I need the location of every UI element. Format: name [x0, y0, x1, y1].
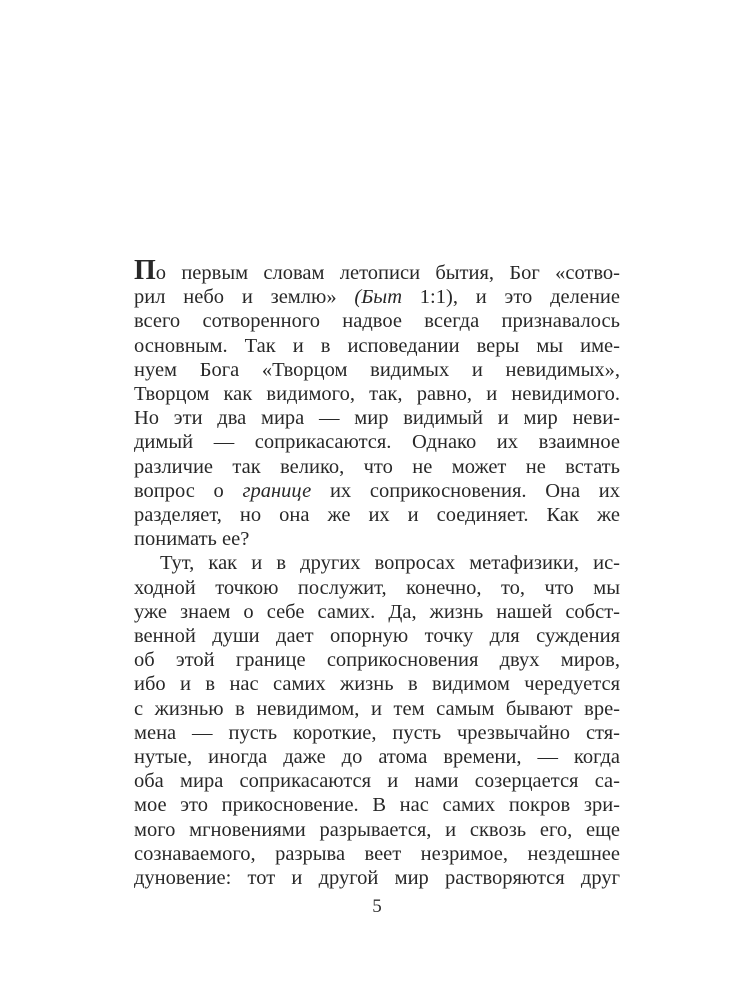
text-segment: димый — соприкасаются. Однако их взаимное [134, 431, 620, 454]
text-segment: ибо и в нас самих жизнь в видимом чередуется [134, 673, 620, 696]
text-block [134, 255, 620, 890]
text-line [134, 334, 620, 358]
text-line [134, 672, 620, 696]
text-segment: мое это прикосновение. В нас самих покров зри- [134, 794, 620, 817]
text-line [134, 527, 620, 551]
text-segment: об этой границе соприкосновения двух миров, [134, 649, 620, 672]
text-line [134, 866, 620, 890]
drop-cap-initial: П [134, 255, 156, 286]
page-number: 5 [372, 896, 382, 917]
text-line [134, 818, 620, 842]
text-segment: вопрос о [134, 479, 243, 502]
text-line [134, 551, 620, 575]
text-segment: нуем Бога «Творцом видимых и невидимых», [134, 358, 620, 381]
text-line [134, 648, 620, 672]
text-segment: Творцом как видимого, так, равно, и невидимого. [134, 383, 620, 406]
text-segment: Но эти два мира — мир видимый и мир неви- [134, 407, 620, 430]
text-segment: уже знаем о себе самих. Да, жизнь нашей собст- [134, 600, 620, 623]
text-segment: нутые, иногда даже до атома времени, — когда [134, 746, 620, 769]
text-line [134, 745, 620, 769]
text-line [134, 455, 620, 479]
text-line [134, 721, 620, 745]
text-line [134, 255, 620, 286]
text-line [134, 600, 620, 624]
text-segment: ходной точкою послужит, конечно, то, что мы [134, 576, 620, 599]
text-segment: понимать ее? [134, 528, 250, 551]
paragraph [134, 255, 620, 551]
text-segment: мого мгновениями разрывается, и сквозь его, еще [134, 818, 620, 841]
text-segment: о первым словам летописи бытия, Бог «сотво- [155, 262, 620, 284]
text-segment: рил небо и землю» [134, 286, 355, 309]
text-line [134, 285, 620, 309]
text-segment: с жизнью в невидимом, и тем самым бывают вре- [134, 697, 620, 720]
text-line [134, 842, 620, 866]
text-line [134, 406, 620, 430]
text-line [134, 769, 620, 793]
text-segment: мена — пусть короткие, пусть чрезвычайно стя- [134, 721, 620, 744]
text-line [134, 503, 620, 527]
text-segment: их соприкосновения. Она их [311, 479, 620, 502]
text-line [134, 576, 620, 600]
text-segment: всего сотворенного надвое всегда признавалось [134, 310, 620, 333]
text-segment: основным. Так и в исповедании веры мы име- [134, 334, 620, 357]
text-segment: дуновение: тот и другой мир растворяются друг [134, 867, 620, 890]
text-line [134, 624, 620, 648]
text-segment: Тут, как и в других вопросах метафизики, ис- [160, 552, 620, 575]
text-line [134, 309, 620, 333]
text-segment: (Быт [354, 286, 402, 309]
text-segment: разделяет, но она же их и соединяет. Как же [134, 504, 620, 527]
text-line [134, 479, 620, 503]
text-segment: различие так велико, что не может не встать [134, 455, 620, 478]
text-line [134, 697, 620, 721]
text-line [134, 358, 620, 382]
text-segment: оба мира соприкасаются и нами созерцается са- [134, 770, 620, 793]
text-line [134, 793, 620, 817]
text-segment: 1:1), и это деление [402, 286, 620, 309]
text-segment: венной души дает опорную точку для суждения [134, 625, 620, 648]
text-line [134, 382, 620, 406]
text-line [134, 430, 620, 454]
text-segment: сознаваемого, разрыва веет незримое, нездешнее [134, 842, 620, 865]
text-segment: границе [242, 479, 312, 502]
paragraph [134, 551, 620, 890]
